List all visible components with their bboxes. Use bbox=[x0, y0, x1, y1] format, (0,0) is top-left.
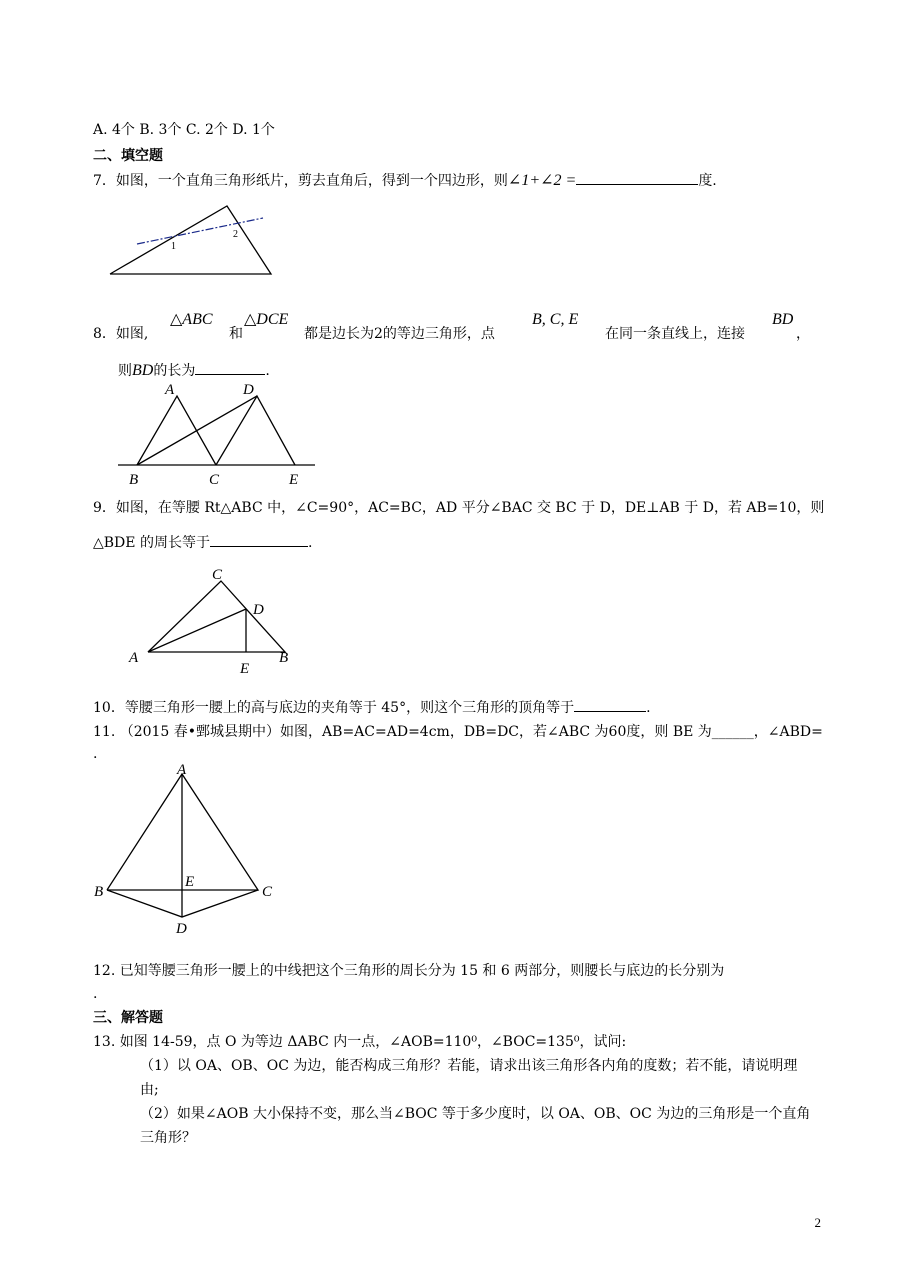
q9-line2-text: △BDE 的周长等于 bbox=[93, 535, 210, 551]
q9-label-a: A bbox=[129, 650, 139, 666]
q8-line2-prefix: 则 bbox=[118, 363, 132, 379]
q11-line2: . bbox=[93, 746, 98, 762]
section-heading-fill-blank: 二、填空题 bbox=[93, 148, 163, 164]
q8-line2-text: 的长为 bbox=[153, 363, 196, 379]
q11-figure bbox=[90, 762, 280, 937]
q10-text: 10．等腰三角形一腰上的高与底边的夹角等于 45°，则这个三角形的顶角等于 bbox=[93, 700, 575, 716]
q8-comma: ， bbox=[796, 326, 810, 342]
q13-part1-line1: （1）以 OA、OB、OC 为边，能否构成三角形？若能，请求出该三角形各内角的度数；若不能，请说明理 bbox=[140, 1058, 798, 1074]
q11-line1: 11. （2015 春•鄄城县期中）如图，AB=AC=AD=4cm，DB=DC，若∠ABC 为60度，则 BE 为______，∠ABD= bbox=[93, 724, 823, 740]
q7-expression: ∠1+∠2 = bbox=[507, 172, 577, 189]
q7-text: 7．如图，一个直角三角形纸片，剪去直角后，得到一个四边形，则 bbox=[93, 173, 508, 189]
q10-answer-blank bbox=[574, 697, 646, 712]
q7-label-2: 2 bbox=[233, 229, 238, 240]
q12-line2: . bbox=[93, 986, 98, 1002]
q8-end: . bbox=[265, 363, 270, 379]
q9-answer-blank bbox=[210, 532, 308, 547]
q13-part2-line1: （2）如果∠AOB 大小保持不变，那么当∠BOC 等于多少度时，以 OA、OB、OC 为边的三角形是一个直角 bbox=[140, 1106, 811, 1122]
q7-triangle bbox=[110, 206, 271, 274]
q11-label-a: A bbox=[177, 762, 187, 778]
q13-line1: 13. 如图 14-59，点 O 为等边 ΔABC 内一点，∠AOB=110⁰，∠BOC=135⁰，试问: bbox=[93, 1034, 627, 1050]
q7-figure bbox=[105, 200, 275, 280]
q10-end: . bbox=[646, 700, 651, 716]
q8-text-mid: 都是边长为2的等边三角形，点 bbox=[304, 326, 495, 342]
q11-label-e: E bbox=[185, 874, 195, 890]
q8-number: 8．如图, bbox=[93, 326, 149, 342]
q8-label-b: B bbox=[129, 472, 139, 488]
question-7 bbox=[93, 170, 717, 191]
q9-triangle bbox=[148, 581, 285, 652]
q8-answer-blank bbox=[195, 360, 265, 375]
q9-label-b: B bbox=[279, 650, 289, 666]
q13-part2-line2: 三角形？ bbox=[140, 1130, 196, 1146]
q9-line1: 9．如图，在等腰 Rt△ABC 中，∠C=90°，AC=BC，AD 平分∠BAC 交 BC 于 D，DE⊥AB 于 D，若 AB=10，则 bbox=[93, 500, 825, 516]
q8-line2-bd: BD bbox=[132, 362, 154, 379]
q7-answer-blank bbox=[576, 170, 698, 185]
question-8 bbox=[93, 324, 148, 344]
q8-label-c: C bbox=[209, 472, 220, 488]
q8-line2 bbox=[118, 360, 270, 381]
q8-label-e: E bbox=[289, 472, 299, 488]
q9-line2 bbox=[93, 532, 312, 553]
q8-triangle-dce-shape bbox=[216, 396, 295, 465]
q9-label-e: E bbox=[240, 661, 250, 677]
q9-label-c: C bbox=[212, 567, 223, 583]
q8-label-a: A bbox=[165, 382, 175, 398]
q8-segment-bd-line bbox=[137, 396, 257, 465]
q9-label-d: D bbox=[253, 602, 264, 618]
q8-text-tail: 在同一条直线上，连接 bbox=[605, 326, 745, 342]
q11-label-b: B bbox=[94, 884, 104, 900]
q6-options: A. 4个 B. 3个 C. 2个 D. 1个 bbox=[93, 122, 275, 138]
page-number: 2 bbox=[814, 1215, 821, 1230]
q11-label-d: D bbox=[176, 921, 187, 937]
q11-label-c: C bbox=[262, 884, 273, 900]
q12-line1: 12. 已知等腰三角形一腰上的中线把这个三角形的周长分为 15 和 6 两部分，则腰长与底边的长分别为 bbox=[93, 963, 725, 979]
q8-triangle-dce: △DCE bbox=[244, 311, 289, 328]
q9-figure bbox=[125, 565, 300, 680]
q7-unit: 度. bbox=[698, 173, 717, 189]
section-heading-solve: 三、解答题 bbox=[93, 1010, 163, 1026]
q8-segment-bd: BD bbox=[772, 311, 794, 328]
q8-triangle-abc-shape bbox=[137, 396, 216, 465]
q8-label-d: D bbox=[243, 382, 254, 398]
q8-triangle-abc: △ABC bbox=[170, 311, 213, 328]
q8-figure bbox=[115, 380, 320, 488]
q9-end: . bbox=[307, 535, 313, 551]
q9-bisector-ad bbox=[148, 609, 246, 652]
q7-label-1: 1 bbox=[171, 241, 176, 252]
q8-and: 和 bbox=[229, 326, 243, 342]
question-10 bbox=[93, 697, 651, 718]
q8-points-bce: B, C, E bbox=[532, 311, 579, 328]
q13-part1-line2: 由; bbox=[140, 1082, 159, 1098]
